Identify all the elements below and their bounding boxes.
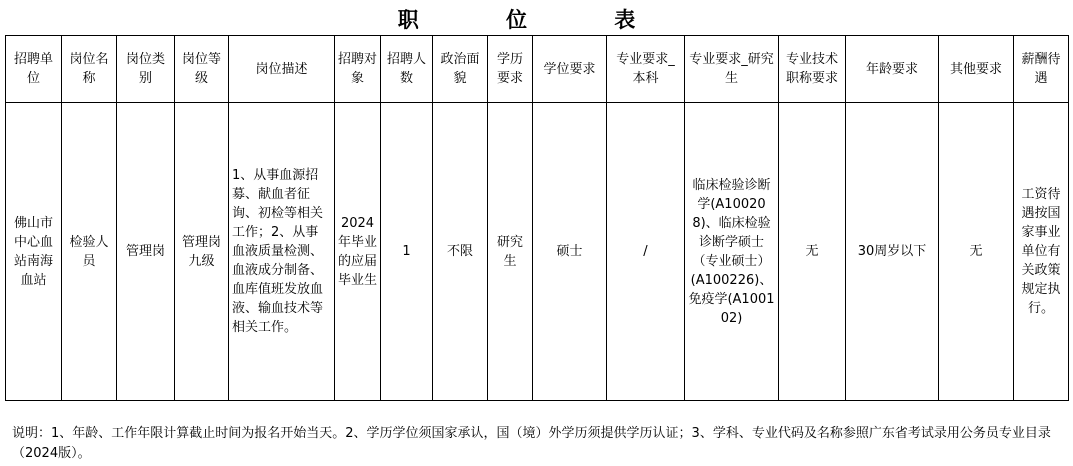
cell-unit: 佛山市中心血站南海血站 <box>6 103 62 401</box>
header-cell: 政治面貌 <box>433 36 488 103</box>
header-cell: 专业技术职称要求 <box>779 36 846 103</box>
cell-degree: 硕士 <box>533 103 607 401</box>
header-cell: 岗位描述 <box>229 36 335 103</box>
header-cell: 招聘单位 <box>6 36 62 103</box>
header-cell: 岗位名称 <box>62 36 117 103</box>
header-cell: 薪酬待遇 <box>1014 36 1069 103</box>
cell-position-name: 检验人员 <box>62 103 117 401</box>
header-cell: 学位要求 <box>533 36 607 103</box>
header-row <box>6 36 1069 103</box>
cell-description: 1、从事血源招募、献血者征询、初检等相关工作；2、从事血液质量检测、血液成分制备、血库值班发放血液、输血技术等相关工作。 <box>229 103 335 401</box>
header-cell: 其他要求 <box>939 36 1014 103</box>
cell-age: 30周岁以下 <box>846 103 939 401</box>
position-table <box>5 35 1069 401</box>
header-cell: 岗位类别 <box>117 36 175 103</box>
header-cell: 年龄要求 <box>846 36 939 103</box>
header-cell: 招聘对象 <box>335 36 381 103</box>
cell-major-graduate: 临床检验诊断学(A100208)、临床检验诊断学硕士（专业硕士）(A100226)、免疫学(A100102) <box>685 103 779 401</box>
cell-education: 研究生 <box>488 103 533 401</box>
table-title: 职 位 表 <box>397 7 676 32</box>
cell-major-bachelor: / <box>607 103 685 401</box>
table-row <box>6 103 1069 401</box>
header-cell: 专业要求_本科 <box>607 36 685 103</box>
header-cell: 专业要求_研究生 <box>685 36 779 103</box>
cell-title-req: 无 <box>779 103 846 401</box>
cell-position-level: 管理岗九级 <box>175 103 229 401</box>
header-cell: 学历要求 <box>488 36 533 103</box>
cell-target: 2024年毕业的应届毕业生 <box>335 103 381 401</box>
cell-salary: 工资待遇按国家事业单位有关政策规定执行。 <box>1014 103 1069 401</box>
cell-count: 1 <box>381 103 433 401</box>
header-cell: 招聘人数 <box>381 36 433 103</box>
cell-position-type: 管理岗 <box>117 103 175 401</box>
cell-political: 不限 <box>433 103 488 401</box>
footnote: 说明：1、年龄、工作年限计算截止时间为报名开始当天。2、学历学位须国家承认，国（境）外学历须提供学历认证；3、学科、专业代码及名称参照广东省考试录用公务员专业目录（2024版）。 <box>12 426 1051 461</box>
header-cell: 岗位等级 <box>175 36 229 103</box>
cell-other: 无 <box>939 103 1014 401</box>
